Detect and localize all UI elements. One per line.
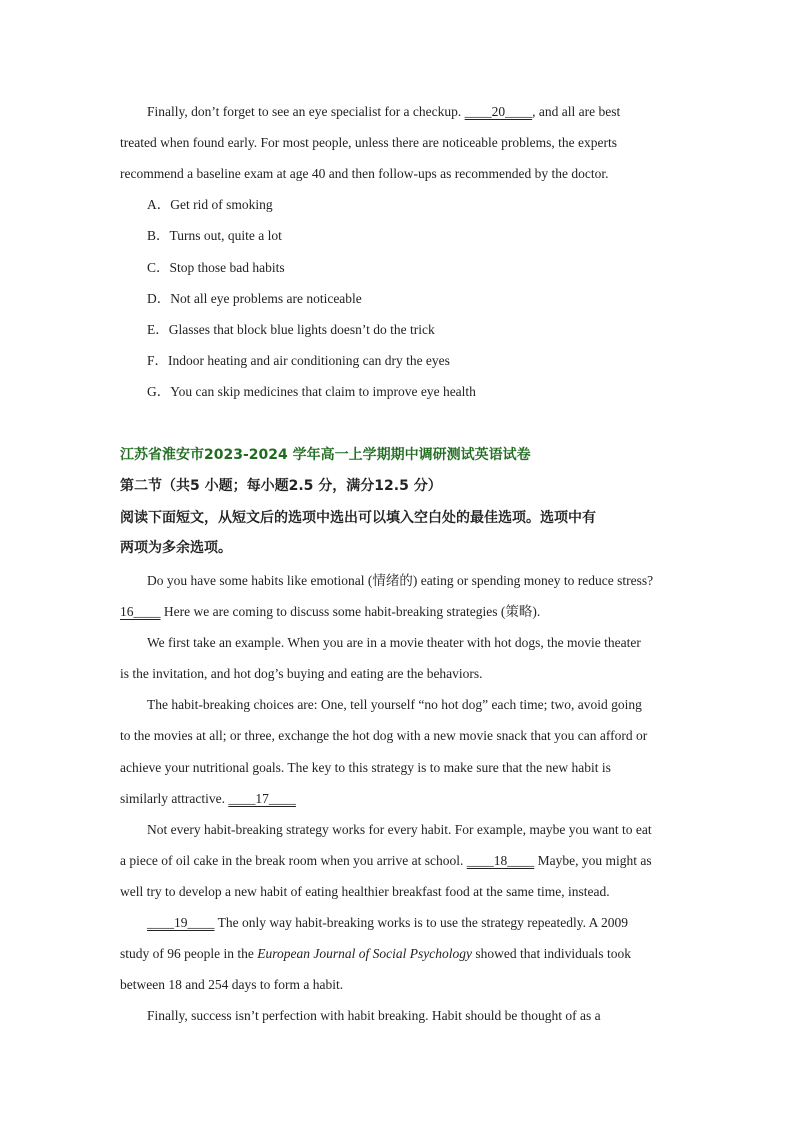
paragraph-line: Do you have some habits like emotional (情绪的) eating or spending money to reduce stress? [147,573,654,588]
paragraph-line: recommend a baseline exam at age 40 and then follow-ups as recommended by the doctor. [120,166,609,181]
paragraph-line [147,915,628,931]
text: a piece of oil cake in the break room when you arrive at school. [120,853,467,868]
option-g: G．You can skip medicines that claim to improve eye health [147,384,476,399]
paragraph-line [120,604,540,620]
paragraph-line [120,791,296,807]
paragraph-line: well try to develop a new habit of eating healthier breakfast food at the same time, instead. [120,884,610,899]
blank-18: ____18____ [466,853,535,868]
paragraph-line: to the movies at all; or three, exchange the hot dog with a new movie snack that you can afford or [120,728,648,743]
paragraph-line: Finally, success isn’t perfection with habit breaking. Habit should be thought of as a [147,1008,601,1023]
text: Finally, don’t forget to see an eye specialist for a checkup. [147,104,465,119]
paragraph-line: The habit-breaking choices are: One, tell yourself “no hot dog” each time; two, avoid going [147,697,642,712]
text: showed that individuals took [471,946,631,961]
paragraph-line: treated when found early. For most people, unless there are noticeable problems, the experts [120,135,617,150]
blank-19: ____19____ [147,915,215,930]
paragraph-line: achieve your nutritional goals. The key to this strategy is to make sure that the new habit is [120,760,611,775]
option-d: D．Not all eye problems are noticeable [147,291,362,306]
section-title: 第二节（共5 小题；每小题2.5 分，满分12.5 分） [120,478,442,494]
paragraph-line: between 18 and 254 days to form a habit. [120,977,344,992]
journal-title: European Journal of Social Psychology [257,946,472,961]
paragraph-line: Not every habit-breaking strategy works for every habit. For example, maybe you want to eat [147,822,652,837]
paragraph-line: We first take an example. When you are in a movie theater with hot dogs, the movie theater [147,635,641,650]
text: Maybe, you might as [534,853,652,868]
text: study of 96 people in the [120,946,258,961]
paragraph-line [120,946,631,962]
source-title: 江苏省淮安市2023-2024 学年高一上学期期中调研测试英语试卷 [120,447,531,463]
option-c: C．Stop those bad habits [147,260,285,275]
option-f: F．Indoor heating and air conditioning can dry the eyes [147,353,450,368]
text: Here we are coming to discuss some habit-breaking strategies (策略). [160,604,541,619]
paragraph-line: is the invitation, and hot dog’s buying and eating are the behaviors. [120,666,483,681]
text: similarly attractive. [120,791,229,806]
instruction-line: 两项为多余选项。 [120,540,232,556]
paragraph-line [120,853,652,869]
text: The only way habit-breaking works is to use the strategy repeatedly. A 2009 [214,915,629,930]
blank-17: ____17____ [228,791,296,806]
text: , and all are best [532,104,621,119]
blank-20: ____20____ [464,104,533,119]
instruction-line: 阅读下面短文，从短文后的选项中选出可以填入空白处的最佳选项。选项中有 [120,510,596,526]
option-b: B．Turns out, quite a lot [147,228,282,243]
option-e: E．Glasses that block blue lights doesn’t do the trick [147,322,435,337]
paragraph-line [147,104,620,120]
blank-16: 16____ [120,604,161,619]
option-a: A．Get rid of smoking [147,197,273,212]
